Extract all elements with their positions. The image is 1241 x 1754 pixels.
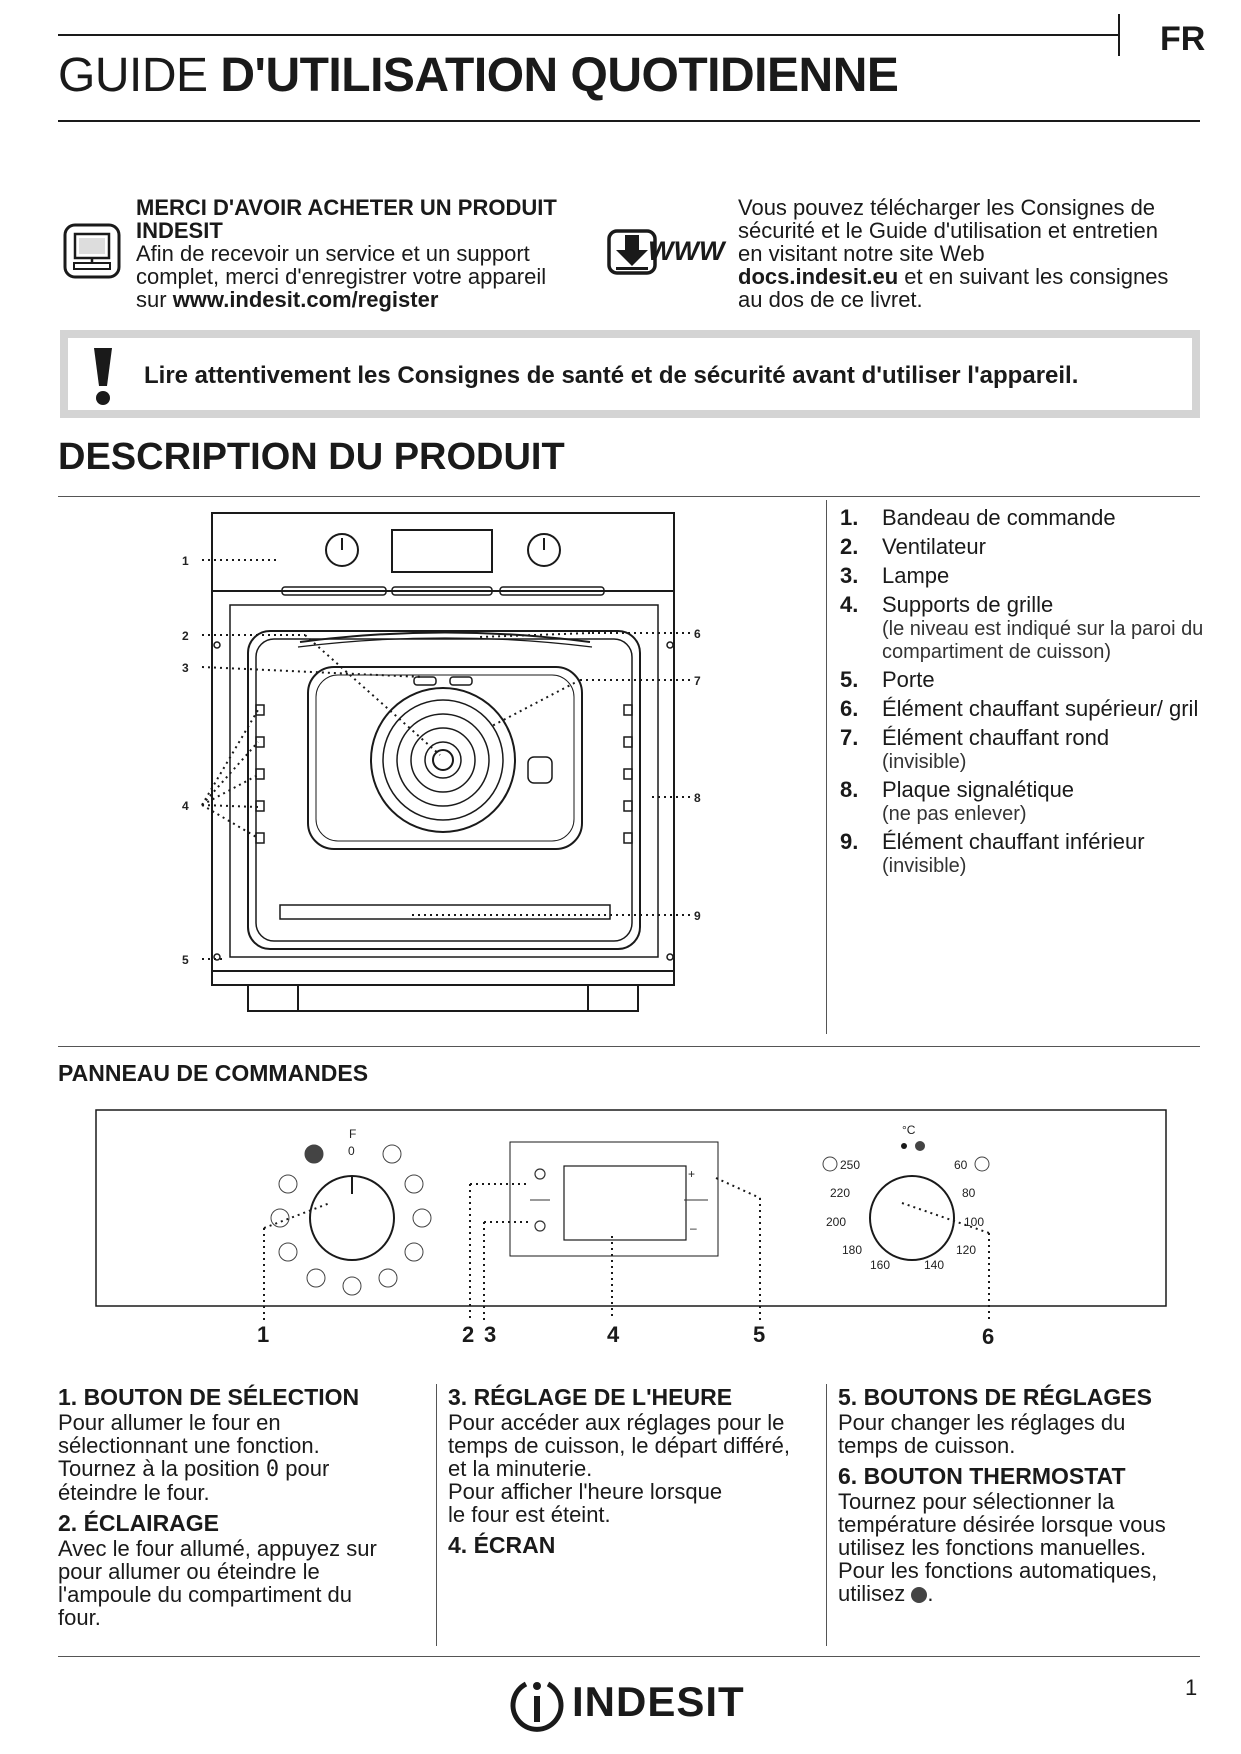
- part-label: Élément chauffant rond: [882, 725, 1110, 750]
- s1-line1: Pour allumer le four en: [58, 1410, 281, 1435]
- panel-title: PANNEAU DE COMMANDES: [58, 1060, 369, 1086]
- section-3-title: 3. RÉGLAGE DE L'HEURE: [448, 1384, 733, 1410]
- download-line4: [738, 265, 1208, 288]
- diagram-label-2: 2: [182, 629, 189, 643]
- s1-line2: sélectionnant une fonction.: [58, 1433, 320, 1458]
- auto-function-icon: [911, 1587, 927, 1603]
- s2-line4: four.: [58, 1605, 101, 1630]
- part-note: (le niveau est indiqué sur la paroi du compartiment de cuisson): [882, 618, 1204, 663]
- title-light: GUIDE: [58, 49, 221, 102]
- title-bold: D'UTILISATION QUOTIDIENNE: [220, 49, 899, 102]
- temp-80: 80: [962, 1186, 976, 1200]
- description-rule-bottom: [58, 1046, 1200, 1047]
- footer-rule: [58, 1656, 1200, 1657]
- temp-220: 220: [830, 1186, 851, 1200]
- diagram-label-3: 3: [182, 661, 189, 675]
- part-item: [840, 563, 1220, 589]
- brand-logo: INDESIT: [572, 1678, 745, 1725]
- description-title: DESCRIPTION DU PRODUIT: [58, 436, 565, 478]
- part-num: 2.: [840, 534, 859, 559]
- s3-line4: Pour afficher l'heure lorsque: [448, 1479, 723, 1504]
- s3-line3: et la minuterie.: [448, 1456, 593, 1481]
- s5-line1: Pour changer les réglages du: [838, 1410, 1126, 1435]
- download-line4-suffix: et en suivant les consignes: [898, 264, 1169, 289]
- download-line1: Vous pouvez télécharger les Consignes de: [738, 195, 1156, 220]
- download-block: [738, 196, 1208, 311]
- description-divider: [826, 500, 827, 1034]
- part-label: Élément chauffant inférieur: [882, 829, 1145, 854]
- language-code: FR: [1160, 20, 1206, 58]
- part-item: [840, 777, 1220, 826]
- part-label: Élément chauffant supérieur/ gril: [882, 696, 1199, 721]
- panel-callout-1: 1: [257, 1322, 270, 1347]
- diagram-label-5: 5: [182, 953, 189, 967]
- description-rule-top: [58, 496, 1200, 497]
- temp-160: 160: [870, 1258, 891, 1272]
- temp-100: 100: [964, 1215, 985, 1229]
- part-num: 4.: [840, 592, 859, 617]
- section-1-title: 1. BOUTON DE SÉLECTION: [58, 1384, 360, 1410]
- s2-line2: pour allumer ou éteindre le: [58, 1559, 320, 1584]
- computer-icon: [62, 222, 122, 280]
- s2-line1: Avec le four allumé, appuyez sur: [58, 1536, 377, 1561]
- s2-line3: l'ampoule du compartiment du: [58, 1582, 353, 1607]
- header-rule-tick: [1118, 14, 1120, 56]
- s6-line5-end: .: [927, 1581, 934, 1606]
- header-top-rule: [58, 34, 1118, 36]
- part-item: [840, 829, 1220, 878]
- warning-text: Lire attentivement les Consignes de santé et de sécurité avant d'utiliser l'appareil.: [144, 362, 1079, 389]
- minus-label[interactable]: –: [690, 1221, 697, 1235]
- diagram-label-8: 8: [694, 791, 701, 805]
- s3-line1: Pour accéder aux réglages pour le: [448, 1410, 785, 1435]
- parts-list: [840, 505, 1220, 881]
- part-label: Porte: [882, 667, 935, 692]
- page-title: [58, 48, 898, 103]
- part-num: 9.: [840, 829, 859, 854]
- part-num: 5.: [840, 667, 859, 692]
- thanks-line1: Afin de recevoir un service et un support: [136, 241, 530, 266]
- oven-diagram: [170, 505, 730, 1025]
- header-bottom-rule: [58, 120, 1200, 122]
- diagram-label-1: 1: [182, 554, 189, 568]
- section-divider-2: [826, 1384, 827, 1646]
- part-item: [840, 534, 1220, 560]
- download-line5: au dos de ce livret.: [738, 287, 923, 312]
- plus-label[interactable]: +: [688, 1167, 696, 1181]
- part-label: Bandeau de commande: [882, 505, 1116, 530]
- docs-link[interactable]: docs.indesit.eu: [738, 264, 899, 289]
- panel-callout-6: 6: [982, 1324, 995, 1349]
- panel-callout-3: 3: [484, 1322, 497, 1347]
- part-num: 3.: [840, 563, 859, 588]
- indesit-logo-icon: [508, 1676, 566, 1734]
- exclamation-icon: [92, 348, 114, 406]
- temp-180: 180: [842, 1243, 863, 1257]
- part-item: [840, 592, 1220, 664]
- s6-line3: utilisez les fonctions manuelles.: [838, 1535, 1147, 1560]
- panel-callout-5: 5: [753, 1322, 766, 1347]
- diagram-label-7: 7: [694, 674, 701, 688]
- s1-line3a: Tournez à la position: [58, 1456, 266, 1481]
- section-2-title: 2. ÉCLAIRAGE: [58, 1510, 220, 1536]
- download-line3: en visitant notre site Web: [738, 241, 985, 266]
- thanks-line3: [136, 288, 606, 311]
- s3-line2: temps de cuisson, le départ différé,: [448, 1433, 791, 1458]
- temp-140: 140: [924, 1258, 945, 1272]
- s1-line4: éteindre le four.: [58, 1480, 210, 1505]
- selector-zero-label: 0: [348, 1144, 355, 1158]
- diagram-label-9: 9: [694, 909, 701, 923]
- part-num: 8.: [840, 777, 859, 802]
- thanks-block: [136, 196, 606, 311]
- part-item: [840, 725, 1220, 774]
- s6-line2: température désirée lorsque vous: [838, 1512, 1166, 1537]
- s3-line5: le four est éteint.: [448, 1502, 611, 1527]
- selector-top-label: F: [349, 1127, 357, 1141]
- section-4-title: 4. ÉCRAN: [448, 1532, 556, 1558]
- section-5-title: 5. BOUTONS DE RÉGLAGES: [838, 1384, 1152, 1410]
- temp-120: 120: [956, 1243, 977, 1257]
- thanks-line3-prefix: sur: [136, 287, 173, 312]
- part-item: [840, 696, 1220, 722]
- part-num: 1.: [840, 505, 859, 530]
- s6-line4: Pour les fonctions automatiques,: [838, 1558, 1158, 1583]
- temp-250: 250: [840, 1158, 861, 1172]
- part-label: Plaque signalétique: [882, 777, 1075, 802]
- s5-line2: temps de cuisson.: [838, 1433, 1016, 1458]
- register-link[interactable]: www.indesit.com/register: [172, 287, 439, 312]
- section-divider-1: [436, 1384, 437, 1646]
- section-6-title: 6. BOUTON THERMOSTAT: [838, 1463, 1126, 1489]
- thanks-heading2: INDESIT: [136, 218, 223, 243]
- s6-line1: Tournez pour sélectionner la: [838, 1489, 1115, 1514]
- page-number: 1: [1185, 1675, 1198, 1700]
- diagram-label-6: 6: [694, 627, 701, 641]
- s6-line5: utilisez: [838, 1581, 912, 1606]
- part-num: 7.: [840, 725, 859, 750]
- part-label: Ventilateur: [882, 534, 986, 559]
- download-line2: sécurité et le Guide d'utilisation et entretien: [738, 218, 1158, 243]
- thermostat-unit: °C: [902, 1123, 916, 1137]
- thanks-heading1: MERCI D'AVOIR ACHETER UN PRODUIT: [136, 195, 557, 220]
- s1-line3c: pour: [279, 1456, 330, 1481]
- clock-icon[interactable]: [535, 1221, 545, 1231]
- part-num: 6.: [840, 696, 859, 721]
- temp-200: 200: [826, 1215, 847, 1229]
- panel-callout-4: 4: [607, 1322, 620, 1347]
- section-col-2: [448, 1384, 823, 1559]
- part-note: (ne pas enlever): [882, 803, 1027, 825]
- part-label: Lampe: [882, 563, 950, 588]
- section-col-1: [58, 1384, 428, 1635]
- s1-zero: 0: [265, 1457, 280, 1482]
- panel-callout-2: 2: [462, 1322, 475, 1347]
- part-item: [840, 505, 1220, 531]
- section-col-3: [838, 1384, 1208, 1611]
- www-label: WWW: [648, 236, 725, 266]
- lamp-icon[interactable]: [535, 1169, 545, 1179]
- diagram-label-4: 4: [182, 799, 189, 813]
- part-item: [840, 667, 1220, 693]
- control-panel-diagram: [94, 1108, 1174, 1348]
- part-note: (invisible): [882, 855, 967, 877]
- part-note: (invisible): [882, 751, 967, 773]
- temp-60: 60: [954, 1158, 968, 1172]
- thanks-line2: complet, merci d'enregistrer votre appareil: [136, 264, 547, 289]
- part-label: Supports de grille: [882, 592, 1054, 617]
